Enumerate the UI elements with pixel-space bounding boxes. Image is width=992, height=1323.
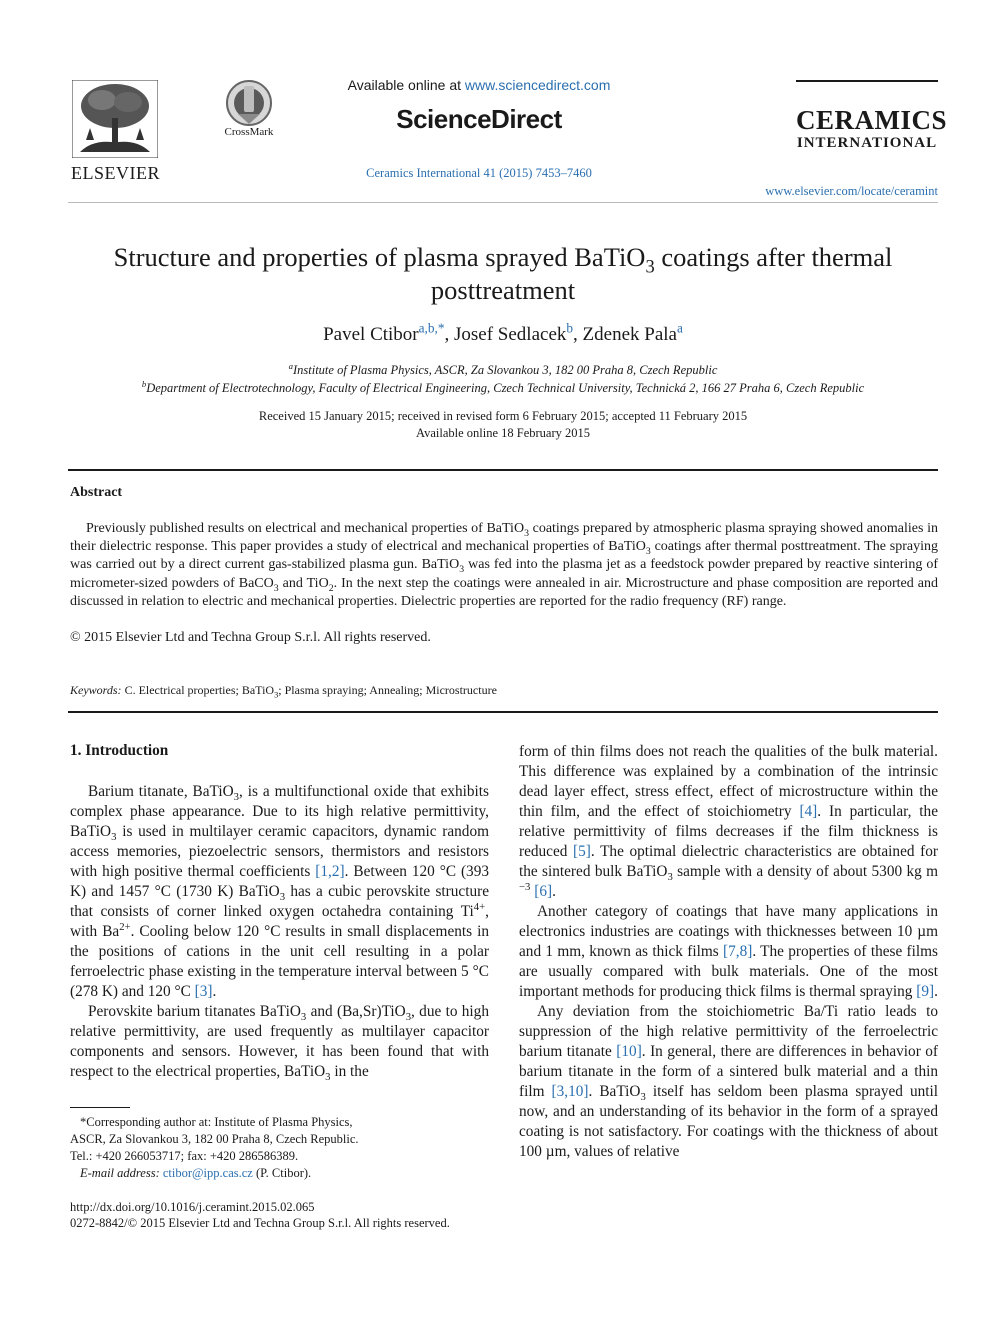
citation-link[interactable]: [9] <box>916 983 935 1000</box>
citation-link[interactable]: [6] <box>534 883 553 900</box>
publisher-name: ELSEVIER <box>71 163 160 183</box>
journal-logo-rule <box>796 80 938 82</box>
availability-line <box>300 77 658 93</box>
journal-citation[interactable]: Ceramics International 41 (2015) 7453–7460 <box>366 166 592 180</box>
availability-text: Available online at <box>347 77 465 93</box>
abstract-bottom-rule <box>68 711 938 713</box>
author-name: Zdenek Pala <box>582 324 677 345</box>
paragraph: Another category of coatings that have many applications in electronics industries are coatings with thicknesses between 10 µm and 1 mm, known as thick films [7,8]. The properties of these films are usually compared with bulk materials. One of the most important methods for producing thick films is thermal spraying [9]. <box>519 903 939 1000</box>
paragraph: Any deviation from the stoichiometric Ba/Ti ratio leads to suppression of the high relative permittivity of the ferroelectric barium titanate [10]. In general, there are differences in behavior of barium titanate in the form of a sintered bulk material and a thin film [3,10]. BaTiO$_3$ itself has seldom been plasma sprayed until now, and an understanding of its behavior in the form of a sprayed coating is not satisfactory. For coatings with the thickness of about 100 µm, values of relative <box>519 1003 939 1160</box>
sciencedirect-link[interactable]: www.sciencedirect.com <box>464 77 611 93</box>
header-divider <box>68 202 938 203</box>
section-heading: 1. Introduction <box>70 742 169 759</box>
keywords-label: Keywords: <box>70 683 122 697</box>
paragraph: Perovskite barium titanates BaTiO$_3$ and (Ba,Sr)TiO$_3$, due to high relative permittivity, are used frequently as multilayer capacitor components and sensors. However, it has been found that with respect to the electrical properties, BaTiO$_3$ in the <box>70 1003 489 1084</box>
doi-link[interactable]: http://dx.doi.org/10.1016/j.ceramint.2015.02.065 <box>70 1200 315 1214</box>
journal-name-line2: INTERNATIONAL <box>796 135 938 151</box>
paragraph: form of thin films does not reach the qualities of the bulk material. This difference was explained by a combination of the intrinsic dead layer effect, stress effect, effect of microstructure within the thin film, and the effect of stoichiometry [4]. In particular, the relative permittivity of films decreases if the film thickness is reduced [5]. The optimal dielectric characteristics are obtained for the sintered bulk BaTiO$_3$ sample with a density of about 5300 kg m $^{-3}$ [6]. <box>519 743 939 900</box>
footnote-rule <box>70 1107 130 1108</box>
left-column <box>70 782 489 1082</box>
available-online-date: Available online 18 February 2015 <box>415 426 591 440</box>
right-column <box>519 742 938 1162</box>
crossmark-icon <box>218 80 280 126</box>
citation-link[interactable]: [10] <box>616 1043 642 1060</box>
citation-link[interactable]: [3] <box>194 983 213 1000</box>
sciencedirect-logo: ScienceDirect <box>396 104 562 134</box>
article-title: Structure and properties of plasma sprayed BaTiO$_3$ coatings after thermal posttreatment <box>113 242 893 305</box>
elsevier-logo <box>68 80 163 183</box>
author-list: Pavel Ctibor$^{a,b,*}$, Josef Sedlacek$^b$, Zdenek Pala$^a$ <box>323 320 683 345</box>
issn-copyright: 0272-8842/© 2015 Elsevier Ltd and Techna Group S.r.l. All rights reserved. <box>70 1216 450 1230</box>
crossmark-badge[interactable] <box>218 80 280 142</box>
citation-link[interactable]: [5] <box>573 843 591 860</box>
author-name: Josef Sedlacek <box>454 324 567 345</box>
article-history: Received 15 January 2015; received in revised form 6 February 2015; accepted 11 February 2015 <box>258 409 748 423</box>
abstract-copyright: © 2015 Elsevier Ltd and Techna Group S.r.l. All rights reserved. <box>70 630 431 645</box>
paragraph: Barium titanate, BaTiO$_3$, is a multifunctional oxide that exhibits complex phase appearance. Due to its high relative permittivity, BaTiO$_3$ is used in multilayer ceramic capacitors, dynamic random access memories, piezoelectric sensors, thermistors and resistors with high positive thermal coefficients [1,2]. Between 120 °C (393 K) and 1457 °C (1730 K) BaTiO$_3$ has a cubic perovskite structure that consists of corner linked oxygen octahedra containing $Ti^{4+}$, with $Ba^{2+}$. Cooling below 120 °C results in small displacements in the positions of cations in the unit cell resulting in a polar ferroelectric phase existing in the temperature interval between 5 °C (278 K) and 120 °C [3]. <box>70 783 490 1000</box>
affiliation: $^b$Department of Electrotechnology, Faculty of Electrical Engineering, Czech Technical University, Technická 2, 166 27 Praha 6, Czech Republic <box>141 378 865 395</box>
corresponding-author-footnote <box>70 1114 500 1182</box>
abstract-heading: Abstract <box>70 485 123 500</box>
journal-logo <box>796 105 948 151</box>
citation-link[interactable]: [1,2] <box>315 863 345 880</box>
footnote-line: ASCR, Za Slovankou 3, 182 00 Praha 8, Czech Republic. <box>70 1132 359 1146</box>
footnote-email-line: E-mail address: ctibor@ipp.cas.cz (P. Ctibor). <box>80 1166 312 1180</box>
author-affiliation-marker[interactable]: b <box>566 320 574 336</box>
affiliation: $^a$Institute of Plasma Physics, ASCR, Za Slovankou 3, 182 00 Praha 8, Czech Republic <box>288 360 718 377</box>
author-affiliation-marker[interactable]: a,b,* <box>418 320 445 336</box>
crossmark-label: CrossMark <box>224 126 274 138</box>
author-email-link[interactable]: ctibor@ipp.cas.cz <box>162 1166 253 1180</box>
elsevier-tree-icon <box>72 80 158 158</box>
citation-link[interactable]: [4] <box>799 803 818 820</box>
journal-homepage-link[interactable]: www.elsevier.com/locate/ceramint <box>765 184 938 198</box>
footnote-line: Tel.: +420 266053717; fax: +420 286586389. <box>70 1149 299 1163</box>
keywords: Keywords: C. Electrical properties; BaTiO$_3$; Plasma spraying; Annealing; Microstructure <box>70 683 497 700</box>
footnote-line: *Corresponding author at: Institute of Plasma Physics, <box>80 1115 353 1129</box>
citation-link[interactable]: [3,10] <box>551 1083 589 1100</box>
citation-link[interactable]: [7,8] <box>723 943 753 960</box>
author-affiliation-marker[interactable]: a <box>676 320 683 336</box>
journal-name-line1: CERAMICS <box>796 105 948 135</box>
author-name: Pavel Ctibor <box>323 324 419 345</box>
abstract-top-rule <box>68 469 938 471</box>
abstract-text: Previously published results on electrical and mechanical properties of BaTiO$_3$ coatings prepared by atmospheric plasma spraying showed anomalies in their dielectric response. This paper provides a study of electrical and mechanical properties of BaTiO$_3$ coatings after thermal posttreatment. The spraying was carried out by a direct current gas-stabilized plasma gun. BaTiO$_3$ was fed into the plasma jet as a feedstock powder prepared by reactive sintering of micrometer-sized powders of BaCO$_3$ and TiO$_2$. In the next step the coatings were annealed in air. Microstructure and phase composition are reported and discussed in relation to electric and mechanical properties. Dielectric properties are reported for the radio frequency (RF) range. <box>70 521 938 609</box>
